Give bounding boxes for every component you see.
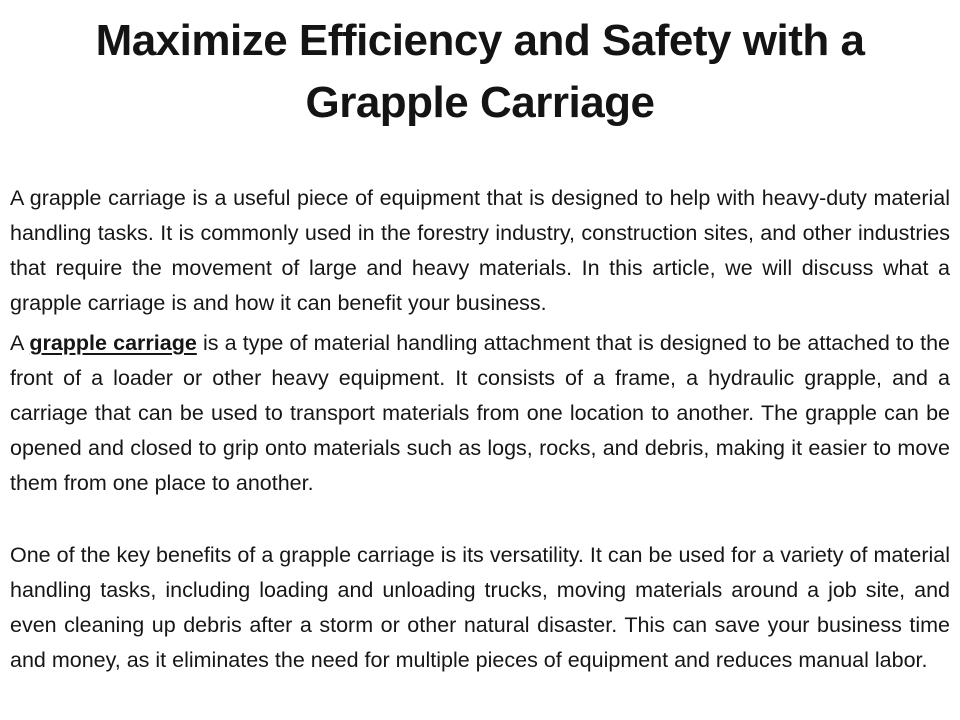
paragraph-benefits: One of the key benefits of a grapple carriage is its versatility. It can be used for a variety of material handling tasks, including loading and unloading trucks, moving materials around a job site, and even cleaning up debris after a storm or other natural disaster. This can save your business time and money, as it eliminates the need for multiple pieces of equipment and reduces manual labor. bbox=[10, 543, 950, 672]
paragraph-intro: A grapple carriage is a useful piece of equipment that is designed to help with heavy-duty material handling tasks. It is commonly used in the forestry industry, construction sites, and other industries that require the movement of large and heavy materials. In this article, we will discuss what a grapple carriage is and how it can benefit your business. bbox=[10, 186, 950, 315]
paragraph-definition-suffix: is a type of material handling attachment that is designed to be attached to the front of a loader or other heavy equipment. It consists of a frame, a hydraulic grapple, and a carriage that can be used to transport materials from one location to another. The grapple can be opened and closed to grip onto materials such as logs, rocks, and debris, making it easier to move them from one place to another. bbox=[10, 331, 951, 495]
grapple-carriage-link[interactable]: grapple carriage bbox=[29, 331, 197, 355]
body-text bbox=[10, 181, 950, 678]
paragraph-definition bbox=[10, 326, 950, 501]
blank-line bbox=[10, 506, 950, 538]
paragraph-definition-prefix: A bbox=[10, 331, 30, 355]
page-title: Maximize Efficiency and Safety with a Grapple Carriage bbox=[95, 16, 865, 127]
